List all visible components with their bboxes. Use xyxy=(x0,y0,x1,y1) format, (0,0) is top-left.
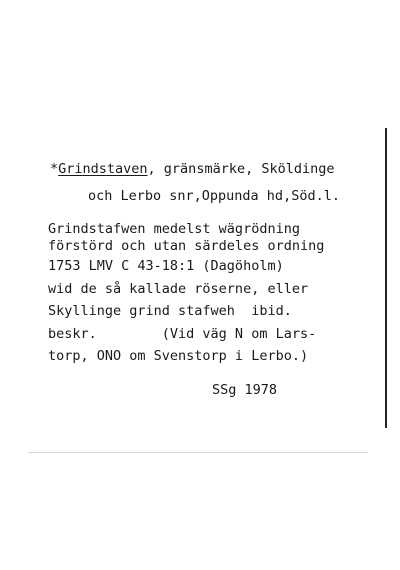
card-line-5: 1753 LMV C 43-18:1 (Dagöholm) xyxy=(48,258,284,274)
asterisk-marker: * xyxy=(50,161,59,177)
bottom-faint-rule xyxy=(28,452,368,453)
card-line-9: torp, ONO om Svenstorp i Lerbo.) xyxy=(48,348,309,364)
card-line-4: förstörd och utan särdeles ordning xyxy=(48,238,325,254)
card-line-6: wid de så kallade röserne, eller xyxy=(48,281,309,297)
headword-description: , gränsmärke, Sköldinge xyxy=(147,161,335,177)
card-line-8: beskr. (Vid väg N om Lars- xyxy=(48,326,317,342)
card-line-1 xyxy=(50,161,334,177)
signature-date: SSg 1978 xyxy=(212,382,278,398)
card-line-7: Skyllinge grind stafweh ibid. xyxy=(48,303,292,319)
right-edge-rule xyxy=(385,128,387,428)
card-line-2: och Lerbo snr,Oppunda hd,Söd.l. xyxy=(88,188,340,204)
headword: Grindstaven xyxy=(58,161,148,177)
card-line-3: Grindstafwen medelst wägrödning xyxy=(48,221,300,237)
